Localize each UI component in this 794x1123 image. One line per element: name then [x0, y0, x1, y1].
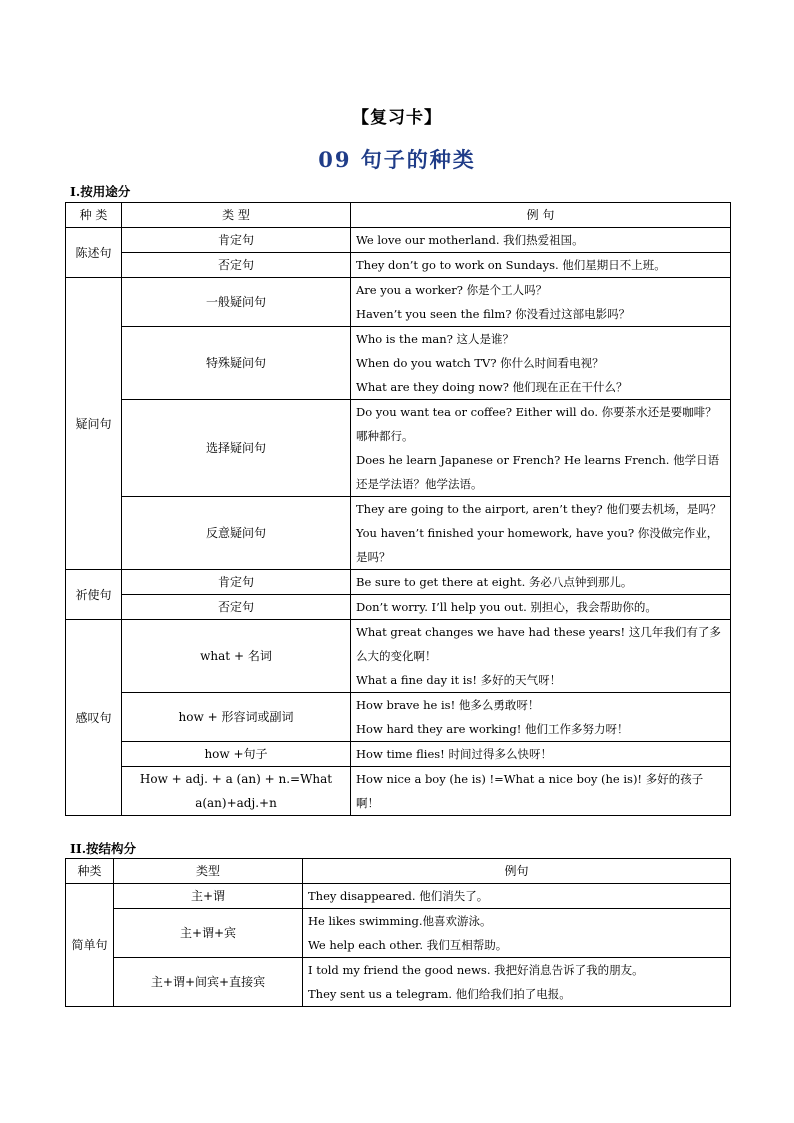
- example-cell: [351, 742, 731, 767]
- example-line: Haven’t you seen the film? 你没看过这部电影吗？: [356, 307, 631, 321]
- table-header-row: [66, 859, 731, 884]
- header-example: 例 句: [351, 203, 731, 228]
- page-title: 09 句子的种类: [318, 147, 476, 172]
- kind-exclamatory: 感叹句: [66, 620, 122, 816]
- example-line: They don’t go to work on Sundays. 他们星期日不上班。: [356, 258, 666, 272]
- table-row: [66, 278, 731, 327]
- example-line: Do you want tea or coffee? Either will do. 你要茶水还是要咖啡？哪种都行。: [356, 405, 717, 443]
- table-row: [66, 595, 731, 620]
- type-cell: How + adj. + a (an) + n.=What a(an)+adj.+n: [122, 767, 351, 816]
- table-row: [66, 228, 731, 253]
- example-line: How time flies! 时间过得多么快呀！: [356, 747, 552, 761]
- type-cell: 否定句: [122, 595, 351, 620]
- type-cell: how + 形容词或副词: [122, 693, 351, 742]
- example-line: Who is the man? 这人是谁？: [356, 332, 515, 346]
- type-cell: 肯定句: [122, 570, 351, 595]
- structure-table: [65, 858, 731, 1007]
- table-row: [66, 958, 731, 1007]
- table-row: [66, 884, 731, 909]
- type-cell: what + 名词: [122, 620, 351, 693]
- table-header-row: [66, 203, 731, 228]
- usage-table: [65, 202, 731, 816]
- example-line: Are you a worker? 你是个工人吗？: [356, 283, 548, 297]
- kind-declarative: 陈述句: [66, 228, 122, 278]
- header-example: 例句: [303, 859, 731, 884]
- example-cell: [351, 278, 731, 327]
- header-kind: 种 类: [66, 203, 122, 228]
- table-row: [66, 693, 731, 742]
- example-line: They disappeared. 他们消失了。: [308, 889, 489, 903]
- type-cell: 主+谓+宾: [114, 909, 303, 958]
- table-row: [66, 742, 731, 767]
- table-row: [66, 497, 731, 570]
- example-line: What are they doing now? 他们现在正在干什么？: [356, 380, 628, 394]
- card-title: 【复习卡】: [352, 108, 442, 128]
- example-cell: [351, 228, 731, 253]
- example-line: I told my friend the good news. 我把好消息告诉了我的朋友。: [308, 963, 644, 977]
- example-cell: [351, 767, 731, 816]
- example-cell: [303, 909, 731, 958]
- table-row: [66, 570, 731, 595]
- table-row: [66, 327, 731, 400]
- type-cell: 主+谓: [114, 884, 303, 909]
- example-cell: [303, 884, 731, 909]
- example-cell: [351, 253, 731, 278]
- example-cell: [351, 570, 731, 595]
- example-line: When do you watch TV? 你什么时间看电视？: [356, 356, 604, 370]
- example-cell: [351, 595, 731, 620]
- example-line: We love our motherland. 我们热爱祖国。: [356, 233, 584, 247]
- example-line: Don’t worry. I’ll help you out. 别担心，我会帮助你的。: [356, 600, 657, 614]
- example-line: You haven’t finished your homework, have you? 你没做完作业，是吗？: [356, 526, 719, 564]
- example-cell: [351, 497, 731, 570]
- type-cell: 肯定句: [122, 228, 351, 253]
- example-cell: [351, 620, 731, 693]
- example-line: How nice a boy (he is) !=What a nice boy (he is)! 多好的孩子啊！: [356, 772, 704, 810]
- example-line: They are going to the airport, aren’t they? 他们要去机场，是吗？: [356, 502, 722, 516]
- table-row: [66, 767, 731, 816]
- example-cell: [351, 327, 731, 400]
- example-cell: [351, 400, 731, 497]
- type-cell: 否定句: [122, 253, 351, 278]
- table-row: [66, 400, 731, 497]
- type-cell: how +句子: [122, 742, 351, 767]
- type-cell: 一般疑问句: [122, 278, 351, 327]
- example-line: How hard they are working! 他们工作多努力呀！: [356, 722, 629, 736]
- section-label-usage: I.按用途分: [70, 184, 131, 199]
- kind-imperative: 祈使句: [66, 570, 122, 620]
- header-type: 类 型: [122, 203, 351, 228]
- type-cell: 特殊疑问句: [122, 327, 351, 400]
- example-line: They sent us a telegram. 他们给我们拍了电报。: [308, 987, 571, 1001]
- type-cell: 主+谓+间宾+直接宾: [114, 958, 303, 1007]
- table-row: [66, 909, 731, 958]
- type-cell: 反意疑问句: [122, 497, 351, 570]
- section-label-structure: II.按结构分: [70, 841, 137, 856]
- table-row: [66, 253, 731, 278]
- example-line: Be sure to get there at eight. 务必八点钟到那儿。: [356, 575, 633, 589]
- example-line: He likes swimming.他喜欢游泳。: [308, 914, 492, 928]
- table-row: [66, 620, 731, 693]
- kind-interrogative: 疑问句: [66, 278, 122, 570]
- example-cell: [303, 958, 731, 1007]
- example-line: We help each other. 我们互相帮助。: [308, 938, 508, 952]
- example-line: How brave he is! 他多么勇敢呀！: [356, 698, 540, 712]
- example-line: What a fine day it is! 多好的天气呀！: [356, 673, 562, 687]
- header-type: 类型: [114, 859, 303, 884]
- header-kind: 种类: [66, 859, 114, 884]
- kind-simple: 简单句: [66, 884, 114, 1007]
- type-cell: 选择疑问句: [122, 400, 351, 497]
- example-line: Does he learn Japanese or French? He learns French. 他学日语还是学法语？他学法语。: [356, 453, 720, 491]
- example-line: What great changes we have had these years! 这几年我们有了多么大的变化啊！: [356, 625, 721, 663]
- example-cell: [351, 693, 731, 742]
